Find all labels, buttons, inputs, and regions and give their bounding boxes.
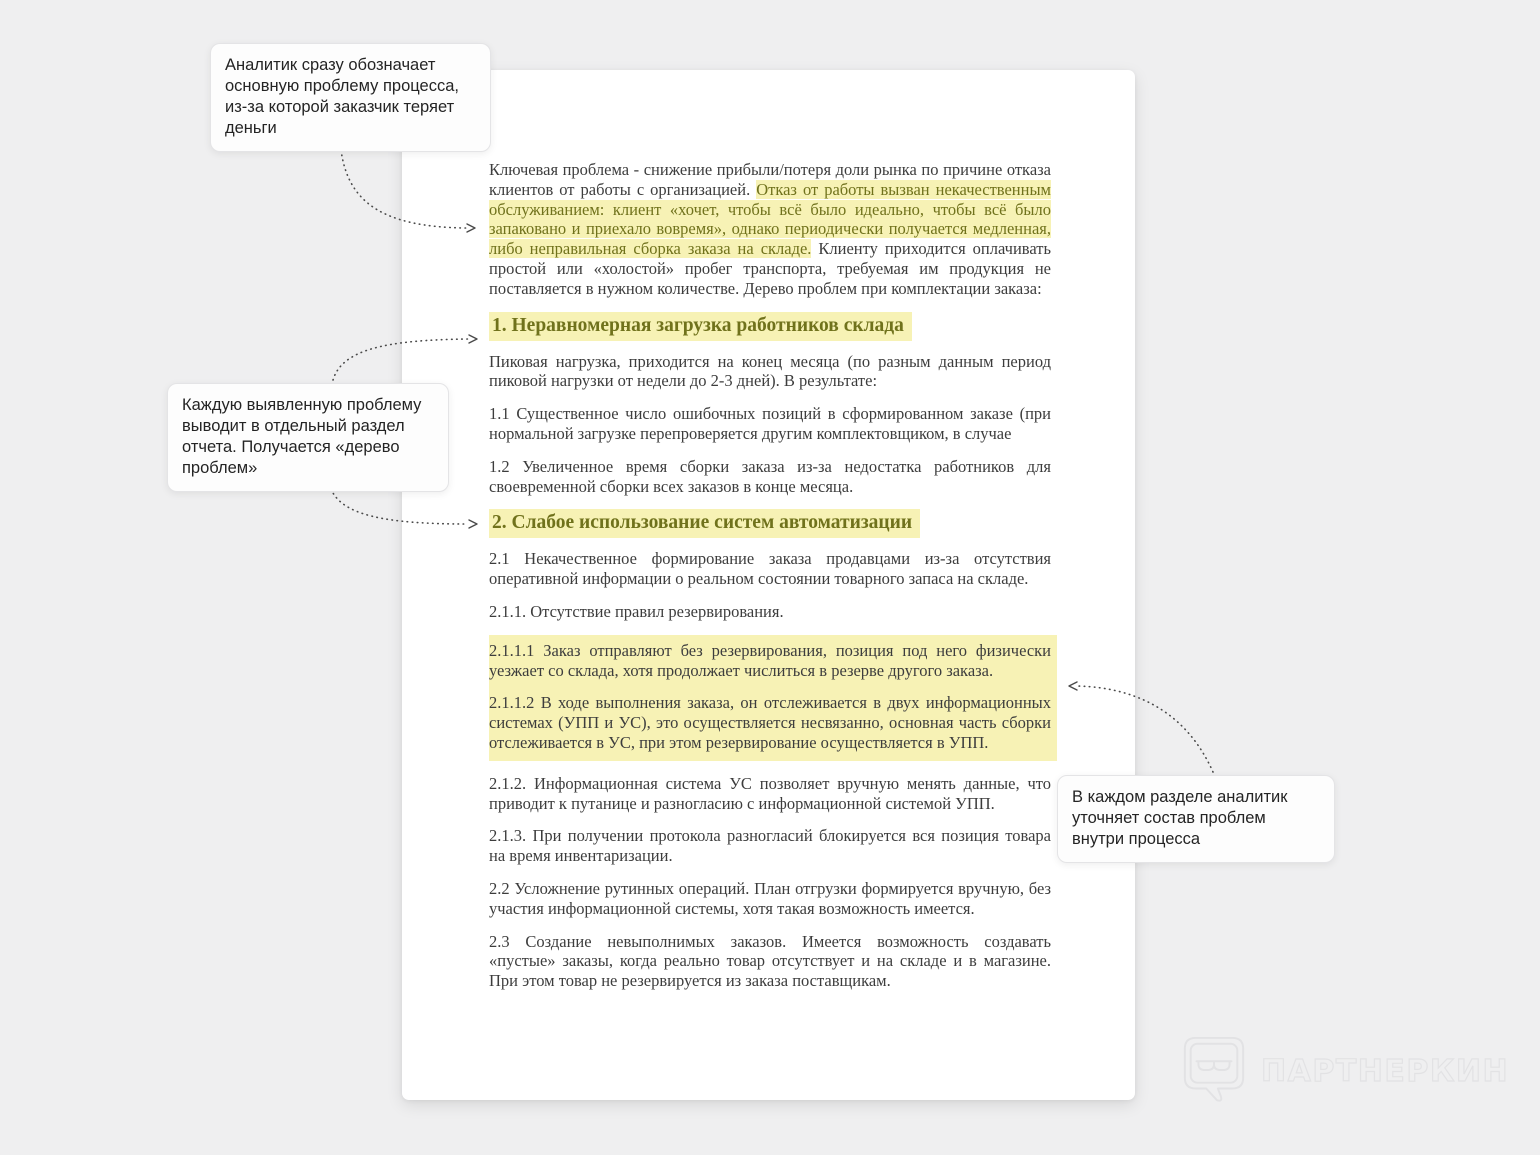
section1-heading <box>489 312 1051 341</box>
section2-item-2-3: 2.3 Создание невыполнимых заказов. Имеется возможность создавать «пустые» заказы, когда реально товар отсутствует и на складе и в магазине. При этом товар не резервируется из заказа поставщикам. <box>489 931 1051 991</box>
section2-item-2-1-2: 2.1.2. Информационная система УС позволяет вручную менять данные, что приводит к путанице и разногласию с информационной системой УПП. <box>489 773 1051 813</box>
section1-lead: Пиковая нагрузка, приходится на конец месяца (по разным данным период пиковой нагрузки от недели до 2-3 дней). В результате: <box>489 351 1051 391</box>
intro-text-end: Клиенту приходится оплачивать простой или «холостой» пробег транспорта, требуемая им продукция не поставляется в нужном количестве. Дерево проблем при комплектации заказа: <box>489 239 1051 298</box>
document-page <box>402 70 1135 1100</box>
speech-bubble-glasses-icon <box>1182 1036 1246 1106</box>
section2-highlighted-2-1-1-2: 2.1.1.2 В ходе выполнения заказа, он отслеживается в двух информационных системах (УПП и УС), это осуществляется несвязанно, основная часть сборки отслеживается в УС, при этом резервирование осуществляется в УПП. <box>489 693 1051 752</box>
callout-section-detail-text: В каждом разделе аналитик уточняет состав проблем внутри процесса <box>1072 788 1288 848</box>
watermark-text: ПАРТНЕРКИН <box>1261 1053 1510 1089</box>
section2-highlighted-block <box>489 635 1057 761</box>
callout-key-problem <box>210 43 491 152</box>
section2-heading-text: 2. Слабое использование систем автоматизации <box>489 509 920 538</box>
section1-heading-text: 1. Неравномерная загрузка работников склада <box>489 312 912 341</box>
callout-problem-tree <box>167 383 449 492</box>
intro-paragraph <box>489 160 1051 299</box>
watermark <box>1182 1036 1509 1106</box>
section2-item-2-2: 2.2 Усложнение рутинных операций. План отгрузки формируется вручную, без участия информационной системы, хотя такая возможность имеется. <box>489 878 1051 918</box>
section2-highlighted-2-1-1-1: 2.1.1.1 Заказ отправляют без резервирования, позиция под него физически уезжает со склада, хотя продолжает числиться в резерве другого заказа. <box>489 640 1051 680</box>
intro-text-start: Ключевая проблема - снижение прибыли/потеря доли рынка по причине отказа клиентов от работы с организацией. <box>489 160 1051 199</box>
callout-key-problem-text: Аналитик сразу обозначает основную проблему процесса, из-за которой заказчик теряет деньги <box>225 56 459 137</box>
section2-item-2-1-3: 2.1.3. При получении протокола разногласий блокируется вся позиция товара на время инвентаризации. <box>489 826 1051 866</box>
callout-section-detail <box>1057 775 1335 863</box>
callout-problem-tree-text: Каждую выявленную проблему выводит в отдельный раздел отчета. Получается «дерево проблем» <box>182 396 422 477</box>
document-body <box>489 160 1051 991</box>
intro-text-highlighted: Отказ от работы вызван некачественным обслуживанием: клиент «хочет, чтобы всё было идеально, чтобы всё было запаковано и приехало вовремя», однако периодически получается медленная, либо неправильная сборка заказа на складе. <box>489 179 1051 259</box>
section1-item-1-2: 1.2 Увеличенное время сборки заказа из-за недостатка работников для своевременной сборки всех заказов в конце месяца. <box>489 456 1051 496</box>
section2-item-2-1: 2.1 Некачественное формирование заказа продавцами из-за отсутствия оперативной информации о реальном состоянии товарного запаса на складе. <box>489 549 1051 589</box>
section1-item-1-1: 1.1 Существенное число ошибочных позиций в сформированном заказе (при нормальной загрузке перепроверяется другим комплектовщиком, в случае <box>489 404 1051 443</box>
section2-heading <box>489 509 1051 538</box>
section2-item-2-1-1: 2.1.1. Отсутствие правил резервирования. <box>489 601 784 621</box>
